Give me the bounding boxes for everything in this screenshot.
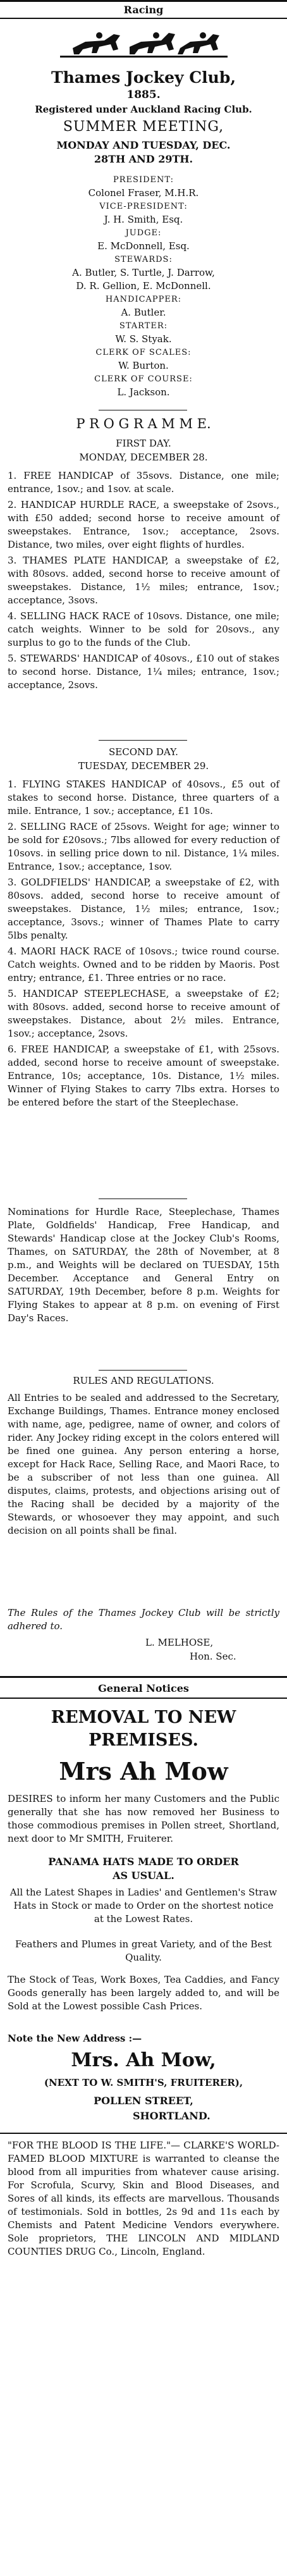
day1-races [0, 469, 287, 692]
day1-title: FIRST DAY. [116, 438, 171, 449]
officer-title: CLERK OF SCALES: [95, 348, 192, 357]
officers-list [0, 173, 287, 399]
race-entry: 4. SELLING HACK RACE of 10sovs. Distance, one mile; catch weights. Winner to be sold for 20sovs., any surplus to go to the funds of the Club. [8, 610, 279, 648]
address-town: SHORTLAND. [133, 2110, 211, 2122]
officer-name: L. Jackson. [117, 386, 170, 398]
programme-title: P R O G R A M M E. [76, 416, 211, 431]
day2-races [0, 778, 287, 1109]
hats-paragraph: All the Latest Shapes in Ladies' and Gentlemen's Straw Hats in Stock or made to Order on the shortest notice at the Lowest Rates. [9, 1887, 278, 1925]
registered-line: Registered under Auckland Racing Club. [35, 104, 252, 115]
officer-title: JUDGE: [125, 228, 162, 238]
headline-1: REMOVAL TO NEW [51, 1708, 236, 1727]
section-rule [0, 18, 287, 19]
year: 1885. [126, 89, 161, 101]
dates-line-1: MONDAY AND TUESDAY, DEC. [56, 139, 231, 151]
advertiser-name: Mrs Ah Mow [59, 1757, 228, 1785]
club-name: Thames Jockey Club, [51, 68, 236, 87]
race-entry: 4. MAORI HACK RACE of 10sovs.; twice round course. Catch weights. Owned and to be ridden by Maoris. Post entry; entrance, £1. Three entries or no race. [8, 946, 279, 983]
nominations-paragraph: Nominations for Hurdle Race, Steeplechase, Thames Plate, Goldfields' Handicap, Free Handicap, and Stewards' Handicap close at the Jockey Club's Rooms, Thames, on SATURDAY, the 28th of November, at 8 p.m., and Weights will be declared on TUESDAY, 15th December. Acceptance and General Entry on SATURDAY, 19th December, before 8 p.m. Weights for Flying Stakes to appear at 8 p.m. on evening of First Day's Races. [8, 1206, 279, 1324]
hats-title-1: PANAMA HATS MADE TO ORDER [48, 1856, 239, 1868]
officer-name: A. Butler, S. Turtle, J. Darrow, [72, 267, 215, 278]
race-entry: 5. STEWARDS' HANDICAP of 40sovs., £10 out of stakes to second horse. Distance, 1¼ miles; entrance, 1sov.; acceptance, 2sovs. [8, 653, 279, 691]
officer-title: CLERK OF COURSE: [94, 374, 193, 384]
day2-date: TUESDAY, DECEMBER 29. [78, 760, 209, 772]
address-intro: Note the New Address :— [8, 2033, 142, 2044]
rules-footer: The Rules of the Thames Jockey Club will be strictly adhered to. [8, 1607, 279, 1632]
officer-name: J. H. Smith, Esq. [104, 214, 183, 225]
signature-name: L. MELHOSE, [145, 1637, 214, 1648]
address-name: Mrs. Ah Mow, [71, 2049, 216, 2071]
race-entry: 5. HANDICAP STEEPLECHASE, a sweepstake of £2; with 80sovs. added, second horse to receive amount of sweepstakes. Distance, about 2½ miles. Entrance, 1sov.; acceptance, 2sovs. [8, 988, 279, 1039]
race-entry: 1. FREE HANDICAP of 35sovs. Distance, one mile; entrance, 1sov.; and 1sov. at scale. [8, 470, 279, 495]
headline-2: PREMISES. [89, 1730, 198, 1750]
divider [99, 740, 187, 741]
meeting-title: SUMMER MEETING, [63, 119, 224, 135]
rules-paragraph: All Entries to be sealed and addressed to the Secretary, Exchange Buildings, Thames. Entrance money enclosed with name, age, pedigree, name of owner, and colors of rider. Any Jockey riding except in the colors entered will be fined one guinea. Any person entering a horse, except for Hack Race, Selling Race, and Maori Race, to be a subscriber of not less than one guinea. All disputes, claims, protests, and objections arising out of the Racing shall be decided by a majority of the Stewards, or whosoever they may appoint, and such decision on all points shall be final. [8, 1392, 279, 1536]
racing-horses-icon [60, 23, 228, 61]
officer-title: STEWARDS: [114, 255, 173, 264]
section-rule [0, 2133, 287, 2134]
officer-title: HANDICAPPER: [105, 295, 182, 304]
race-entry: 2. SELLING RACE of 25sovs. Weight for age; winner to be sold for £20sovs.; 7lbs allowed for every reduction of 10sovs. in selling price down to nil. Distance, 1¼ miles. Entrance, 1sov.; acceptance, 1sov. [8, 821, 279, 872]
desires-paragraph: DESIRES to inform her many Customers and the Public generally that she has now removed her Business to those commodious premises in Pollen street, Shortland, next door to Mr SMITH, Fruiterer. [8, 1793, 279, 1844]
day2-title: SECOND DAY. [109, 746, 178, 758]
stock-paragraph: The Stock of Teas, Work Boxes, Tea Caddies, and Fancy Goods generally has been largely added to, and will be Sold at the Lowest possible Cash Prices. [8, 1974, 279, 2012]
divider [99, 1370, 187, 1371]
officer-name: D. R. Gellion, E. McDonnell. [76, 280, 211, 292]
hats-title-2: AS USUAL. [113, 1870, 174, 1882]
officer-name: A. Butler. [121, 307, 166, 318]
section-rule [0, 1676, 287, 1678]
signature-title: Hon. Sec. [190, 1651, 236, 1662]
top-rule [0, 0, 287, 2]
section-rule [0, 1698, 287, 1699]
officer-name: Colonel Fraser, M.H.R. [88, 187, 199, 199]
section-title-notices: General Notices [98, 1682, 189, 1694]
officer-name: W. Burton. [118, 360, 169, 371]
dates-line-2: 28TH AND 29TH. [94, 153, 193, 165]
rules-title: RULES AND REGULATIONS. [73, 1375, 214, 1386]
race-entry: 3. GOLDFIELDS' HANDICAP, a sweepstake of £2, with 80sovs. added, second horse to receive amount of sweepstakes. Distance, 1½ miles; entrance, 1sov.; acceptance, 3sovs.; winner of Thames Plate to carry 5lbs penalty. [8, 877, 279, 941]
race-entry: 3. THAMES PLATE HANDICAP, a sweepstake of £2, with 80sovs. added, second horse to receive amount of sweepstakes. Distance, 1½ miles; entrance, 1sov.; acceptance, 3sovs. [8, 555, 279, 606]
feathers-paragraph: Feathers and Plumes in great Variety, and of the Best Quality. [15, 1938, 272, 1963]
officer-name: E. McDonnell, Esq. [97, 240, 190, 252]
officer-title: STARTER: [119, 321, 168, 331]
officer-title: VICE-PRESIDENT: [99, 202, 188, 211]
address-street: POLLEN STREET, [94, 2095, 193, 2107]
clarke-advert: "FOR THE BLOOD IS THE LIFE."— CLARKE'S WORLD-FAMED BLOOD MIXTURE is warranted to cleanse the blood from all impurities from whatever cause arising. For Scrofula, Scurvy, Skin and Blood Diseases, and Sores of all kinds, its effects are marvellous. Thousands of testimonials. Sold in bottles, 2s 9d and 11s each by Chemists and Patent Medicine Vendors everywhere. Sole proprietors, THE LINCOLN AND MIDLAND COUNTIES DRUG Co., Lincoln, England. [8, 2140, 279, 2257]
address-next: (NEXT TO W. SMITH'S, FRUITERER), [44, 2077, 243, 2088]
day1-date: MONDAY, DECEMBER 28. [79, 452, 208, 463]
race-entry: 1. FLYING STAKES HANDICAP of 40sovs., £5 out of stakes to second horse. Distance, three quarters of a mile. Entrance, 1 sov.; acceptance, £1 10s. [8, 779, 279, 817]
officer-title: PRESIDENT: [113, 175, 174, 185]
race-entry: 2. HANDICAP HURDLE RACE, a sweepstake of 2sovs., with £50 added; second horse to receive amount of sweepstakes. Entrance, 1sov.; acceptance, 2sovs. Distance, two miles, over eight flights of hurdles. [8, 499, 279, 550]
section-title-racing: Racing [123, 4, 164, 16]
officer-name: W. S. Styak. [115, 333, 172, 345]
race-entry: 6. FREE HANDICAP, a sweepstake of £1, with 25sovs. added, second horse to receive amount of sweepstake. Entrance, 10s; acceptance, 10s. Distance, 1½ miles. Winner of Flying Stakes to carry 7lbs extra. Horses to be entered before the start of the Steeplechase. [8, 1044, 279, 1108]
